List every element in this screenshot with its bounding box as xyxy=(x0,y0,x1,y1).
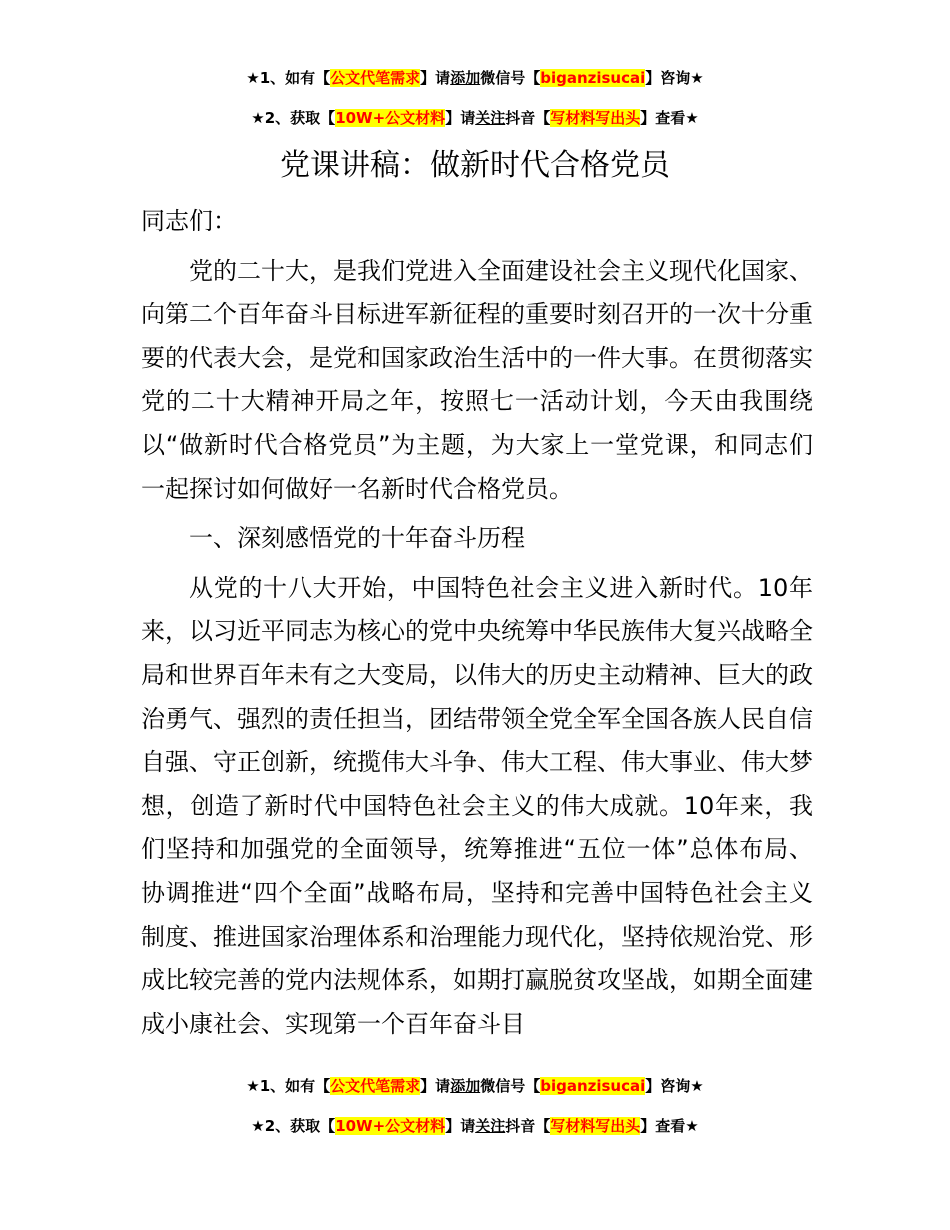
banner-text: 微信号【 xyxy=(480,1077,541,1095)
wechat-id-highlight: biganzisucai xyxy=(540,1077,646,1095)
banner-text: 微信号【 xyxy=(480,69,541,87)
document-title: 党课讲稿：做新时代合格党员 xyxy=(280,148,670,183)
douyin-id-highlight: 写材料写出头 xyxy=(550,109,641,127)
douyin-id-highlight: 写材料写出头 xyxy=(550,1117,641,1135)
banner-text: ★1、如有【 xyxy=(246,1077,331,1095)
banner-text: ★2、获取【 xyxy=(251,1117,336,1135)
banner-text: 】咨询★ xyxy=(645,69,704,87)
banner-text: 】请 xyxy=(420,69,451,87)
banner-text: 】查看★ xyxy=(640,109,699,127)
banner-underlined-text: 添加 xyxy=(450,1077,481,1095)
banner-text: 】请 xyxy=(420,1077,451,1095)
banner-text: 】查看★ xyxy=(640,1117,699,1135)
promo-banner-top-line2 xyxy=(0,106,950,130)
paragraph: 党的二十大，是我们党进入全面建设社会主义现代化国家、向第二个百年奋斗目标进军新征程的重要时刻召开的一次十分重要的代表大会，是党和国家政治生活中的一件大事。在贯彻落实党的二十大精神开局之年，按照七一活动计划，今天由我围绕以“做新时代合格党员”为主题，为大家上一堂党课，和同志们一起探讨如何做好一名新时代合格党员。 xyxy=(141,256,813,503)
wechat-id-highlight: biganzisucai xyxy=(540,69,646,87)
section-heading: 一、深刻感悟党的十年奋斗历程 xyxy=(189,524,525,553)
paragraph: 从党的十八大开始，中国特色社会主义进入新时代。10年来，以习近平同志为核心的党中央统筹中华民族伟大复兴战略全局和世界百年未有之大变局，以伟大的历史主动精神、巨大的政治勇气、强烈的责任担当，团结带领全党全军全国各族人民自信自强、守正创新，统揽伟大斗争、伟大工程、伟大事业、伟大梦想，创造了新时代中国特色社会主义的伟大成就。10年来，我们坚持和加强党的全面领导，统筹推进“五位一体”总体布局、协调推进“四个全面”战略布局，坚持和完善中国特色社会主义制度、推进国家治理体系和治理能力现代化，坚持依规治党、形成比较完善的党内法规体系，如期打赢脱贫攻坚战，如期全面建成小康社会、实现第一个百年奋斗目 xyxy=(141,573,813,1038)
promo-banner-bottom-line1 xyxy=(0,1074,950,1098)
banner-highlight: 10W+公文材料 xyxy=(335,109,446,127)
banner-text: 】咨询★ xyxy=(645,1077,704,1095)
promo-banner-bottom-line2 xyxy=(0,1114,950,1138)
banner-highlight: 公文代笔需求 xyxy=(330,1077,421,1095)
banner-text: 】请 xyxy=(445,109,476,127)
banner-highlight: 10W+公文材料 xyxy=(335,1117,446,1135)
banner-text: 】请 xyxy=(445,1117,476,1135)
banner-text: ★2、获取【 xyxy=(251,109,336,127)
banner-text: ★1、如有【 xyxy=(246,69,331,87)
banner-underlined-text: 关注 xyxy=(475,1117,506,1135)
banner-underlined-text: 添加 xyxy=(450,69,481,87)
salutation: 同志们： xyxy=(141,207,237,235)
banner-underlined-text: 关注 xyxy=(475,109,506,127)
banner-text: 抖音【 xyxy=(505,109,551,127)
document-body xyxy=(141,200,813,1046)
promo-banner-top-line1 xyxy=(0,66,950,90)
banner-highlight: 公文代笔需求 xyxy=(330,69,421,87)
banner-text: 抖音【 xyxy=(505,1117,551,1135)
